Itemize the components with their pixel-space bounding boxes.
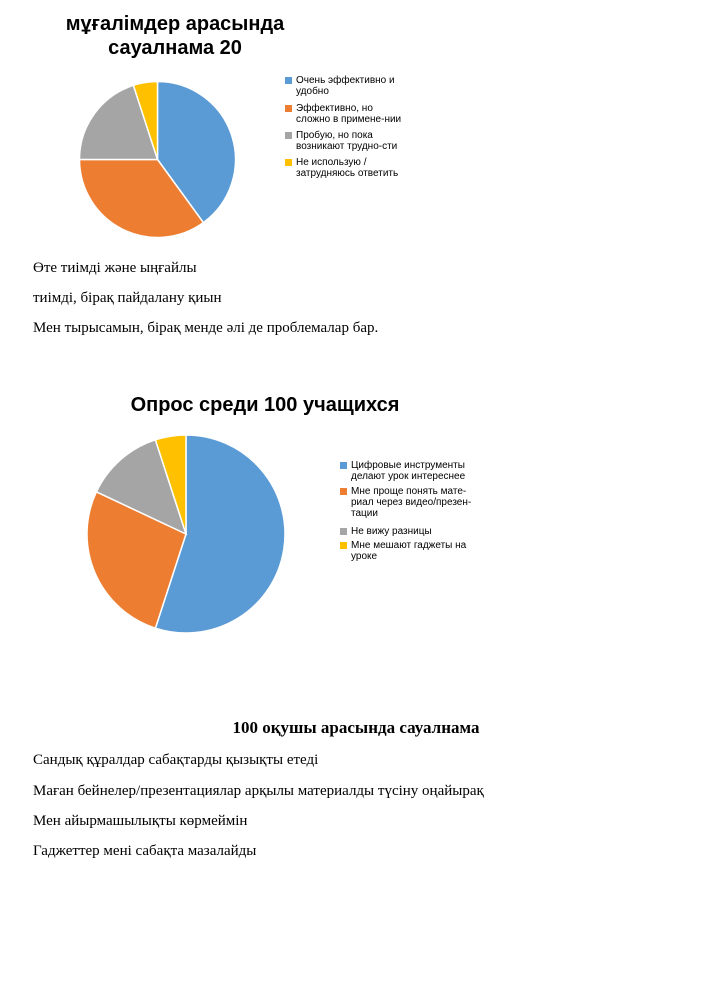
text-line-5: Маған бейнелер/презентациялар арқылы материалды түсіну оңайырақ (33, 783, 484, 799)
chart2-legend-item-1 (340, 460, 486, 482)
chart2-legend (340, 460, 500, 570)
chart1-legend-swatch-1 (285, 77, 292, 84)
chart2-legend-label-4: Мне мешают гаджеты на уроке (351, 540, 467, 562)
chart2-legend-swatch-1 (340, 462, 347, 469)
chart1-pie (70, 72, 245, 247)
text-line-7: Гаджеттер мені сабақта мазалайды (33, 843, 257, 859)
chart2-title: Опрос среди 100 учащихся (130, 394, 400, 416)
chart1-legend-item-1 (285, 75, 404, 97)
chart1-legend-item-3 (285, 130, 404, 152)
chart2-legend-label-2: Мне проще понять мате-риал через видео/презен-тации (351, 486, 472, 519)
chart2-pie (80, 428, 292, 640)
text-line-3: Мен тырысамын, бірақ менде әлі де проблемалар бар. (33, 320, 379, 336)
chart1-legend-item-2 (285, 103, 404, 125)
chart1-title-line2: сауалнама 20 (108, 37, 242, 59)
chart2-legend-item-4 (340, 540, 486, 562)
section-heading: 100 оқушы арасында сауалнама (232, 718, 480, 737)
chart1-legend-label-1: Очень эффективно и удобно (296, 75, 395, 97)
chart1-title-line1: мұғалімдер арасында (65, 13, 285, 35)
chart2-legend-swatch-4 (340, 542, 347, 549)
chart1-legend-item-4 (285, 157, 404, 179)
chart1-legend-label-3: Пробую, но пока возникают трудно-сти (296, 130, 398, 152)
text-line-2: тиімді, бірақ пайдалану қиын (33, 290, 222, 306)
text-line-6: Мен айырмашылықты көрмеймін (33, 813, 248, 829)
chart2-legend-swatch-3 (340, 528, 347, 535)
chart1-title (40, 12, 310, 60)
chart2-legend-item-3 (340, 526, 486, 537)
chart1-legend (285, 75, 415, 185)
chart1-legend-label-2: Эффективно, но сложно в примене-нии (296, 103, 402, 125)
text-line-4: Сандық құралдар сабақтарды қызықты етеді (33, 752, 319, 768)
chart1-legend-label-4: Не использую / затрудняюсь ответить (296, 157, 399, 179)
chart1-legend-swatch-3 (285, 132, 292, 139)
chart2-legend-swatch-2 (340, 488, 347, 495)
chart1-legend-swatch-2 (285, 105, 292, 112)
chart2-legend-item-2 (340, 486, 486, 519)
chart2-legend-label-3: Не вижу разницы (351, 526, 432, 537)
text-line-1: Өте тиімді және ыңғайлы (33, 260, 197, 276)
chart2-legend-label-1: Цифровые инструменты делают урок интереснее (351, 460, 466, 482)
chart1-legend-swatch-4 (285, 159, 292, 166)
